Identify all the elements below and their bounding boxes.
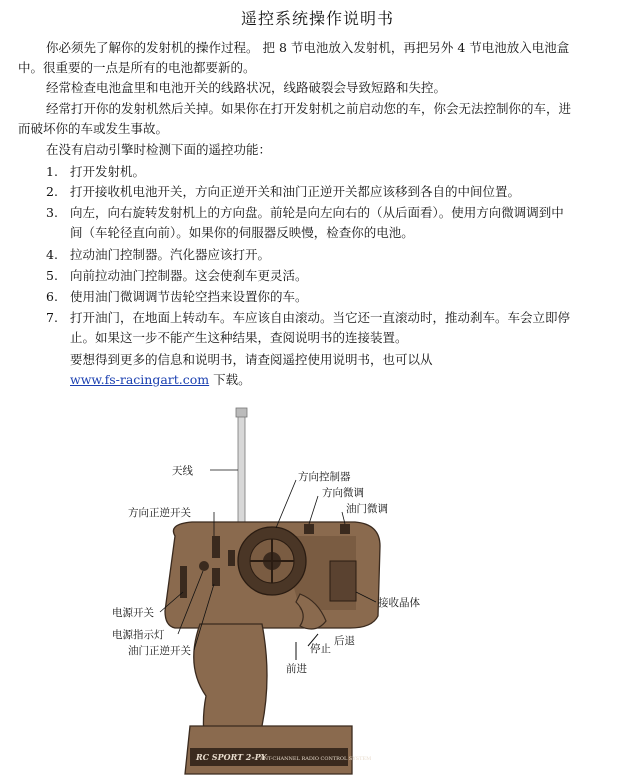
label-brake-back: 后退 [334,635,355,647]
step-text: 拉动油门控制器。汽化器应该打开。 [70,247,271,262]
list-item [46,182,574,202]
power-indicator-light [199,561,209,571]
list-item [46,287,574,307]
antenna-rod [238,414,245,536]
closing-text: 要想得到更多的信息和说明书，请查阅遥控使用说明书，也可以从 [70,352,433,367]
steering-trim-knob[interactable] [304,524,314,534]
step-number: 5. [46,268,58,283]
step-number: 2. [46,184,58,199]
label-steering-control: 方向控制器 [298,471,351,483]
steering-reverse-switch[interactable] [212,536,220,558]
step-number: 7. [46,310,58,325]
document-title: 遥控系统操作说明书 [240,9,394,28]
closing-suffix: 下载。 [209,372,251,387]
step-text: 向前拉动油门控制器。这会使刹车更灵活。 [70,268,308,283]
step-text: 打开发射机。 [70,164,146,179]
antenna-tip [236,408,247,417]
step-number: 6. [46,289,58,304]
transmitter-diagram [0,396,635,779]
label-steering-reverse: 方向正逆开关 [128,507,191,519]
label-receiver-crystal: 接收晶体 [378,597,420,609]
brand-label: RC SPORT 2-PY [196,752,267,762]
step-text: 打开油门，在地面上转动车。车应该自由滚动。当它还一直滚动时，推动刹车。车会立即停止。如果这一步不能产生这种结果，查阅说明书的连接装置。 [70,310,571,345]
label-power-switch: 电源开关 [112,607,154,619]
label-steering-trim: 方向微调 [322,487,364,499]
throttle-trim-knob[interactable] [340,524,350,534]
list-item [46,245,574,265]
paragraph-intro: 你必须先了解你的发射机的操作过程。 把 8 节电池放入发射机，再把另外 4 节电池放入电池盒中。很重要的一点是所有的电池都要新的。 [18,40,570,75]
paragraph-power-order: 经常打开你的发射机然后关掉。如果你在打开发射机之前启动您的车，你会无法控制你的车，进而破坏你的车或发生事故。 [18,101,572,136]
step-number: 3. [46,205,58,220]
list-item [46,308,574,348]
label-stop: 停止 [310,643,331,655]
step-number: 4. [46,247,58,262]
step-number: 1. [46,164,58,179]
step-text: 向左，向右旋转发射机上的方向盘。前轮是向左向右的（从后面看）。使用方向微调调到中间（车轮径直向前）。如果你的伺服器反映慢，检查你的电池。 [70,205,564,240]
step-text: 打开接收机电池开关，方向正逆开关和油门正逆开关都应该移到各自的中间位置。 [70,184,521,199]
paragraph-test-intro: 在没有启动引擎时检测下面的遥控功能： [46,142,272,157]
list-item [46,266,574,286]
throttle-reverse-switch[interactable] [212,568,220,586]
label-antenna: 天线 [172,465,193,477]
label-power-indicator: 电源指示灯 [112,629,165,641]
list-item [46,162,574,182]
receiver-crystal-slot [330,561,356,601]
closing-note [70,350,574,390]
switch-slot [228,550,235,566]
list-item [46,203,574,243]
step-text: 使用油门微调调节齿轮空挡来设置你的车。 [70,289,308,304]
label-forward: 前进 [286,663,307,675]
label-throttle-reverse: 油门正逆开关 [128,645,191,657]
website-link[interactable]: www.fs-racingart.com [70,372,210,387]
label-throttle-trim: 油门微调 [346,503,388,515]
paragraph-check-wiring: 经常检查电池盒里和电池开关的线路状况，线路破裂会导致短路和失控。 [46,80,447,95]
brand-sub-label: ANT-CHANNEL RADIO CONTROL SYSTEM [260,756,372,762]
